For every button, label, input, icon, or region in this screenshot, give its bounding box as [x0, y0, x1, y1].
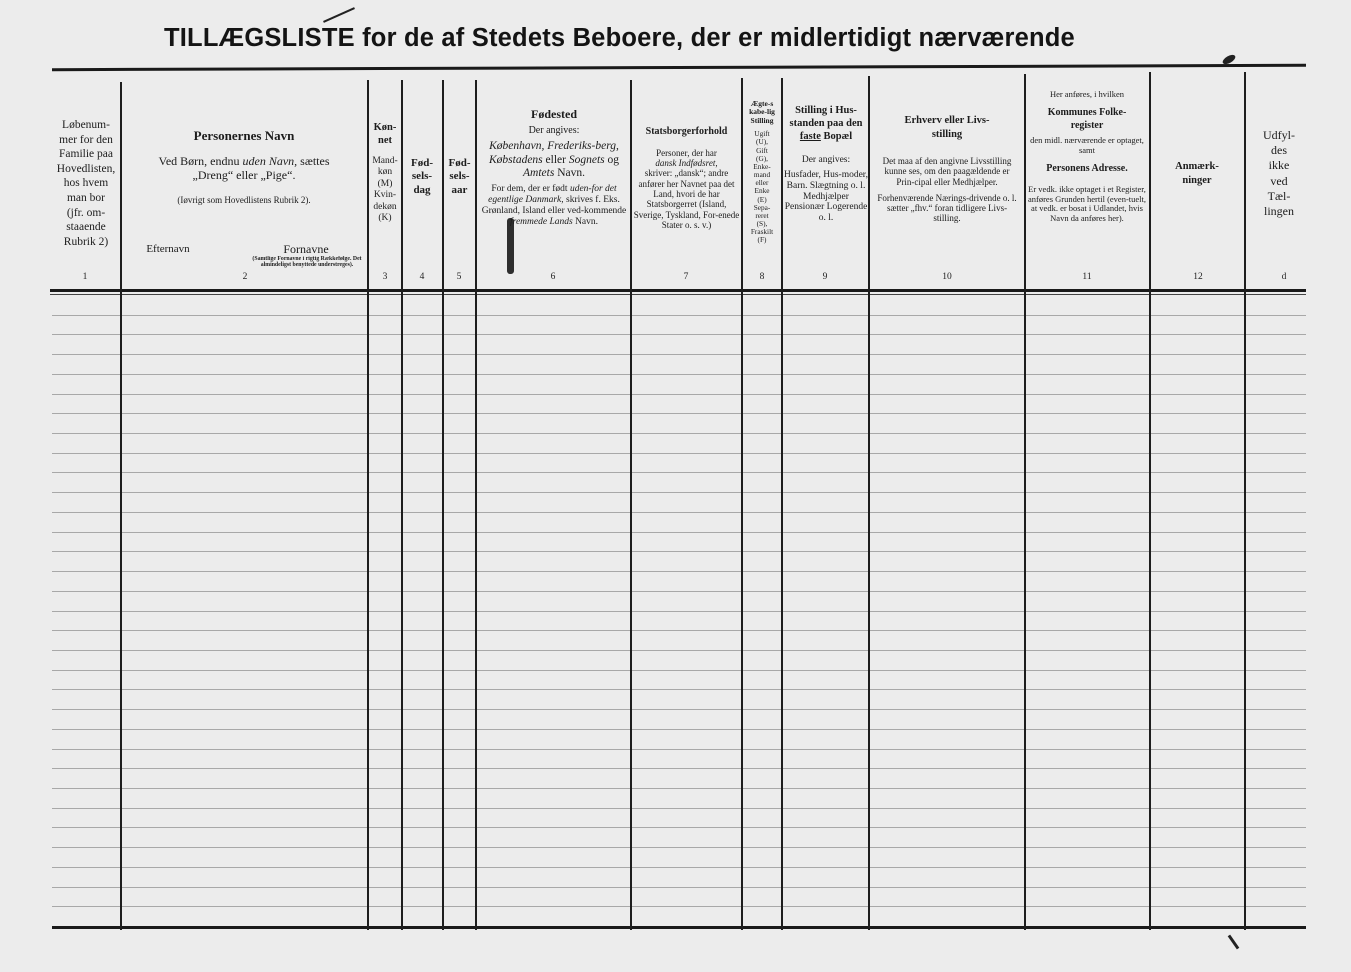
header-text-part: Ved Børn, endnu	[158, 153, 240, 168]
table-row-line	[52, 709, 1306, 710]
pen-mark	[323, 7, 355, 23]
header-text-part: Grønland, Island eller ved-kommende	[481, 205, 627, 216]
column-7-number: 7	[683, 272, 689, 282]
header-text: den midl. nærværende er optaget, samt	[1030, 134, 1144, 155]
column-5-header: Fød-sels-aar	[448, 157, 471, 196]
header-note: (Iøvrigt som Hovedlistens Rubrik 2).	[177, 195, 311, 206]
header-line: Ugift	[754, 129, 770, 139]
header-rule	[50, 289, 1306, 292]
header-line: (S),	[756, 219, 768, 229]
table-row-line	[52, 532, 1306, 533]
table-row-line	[52, 630, 1306, 631]
column-11-header	[1028, 90, 1146, 224]
table-row-line	[52, 354, 1306, 355]
column-divider	[120, 82, 122, 930]
header-heading: Fødested	[531, 108, 577, 121]
first-names-subheader: Fornavne	[283, 242, 329, 256]
header-rule-second	[50, 294, 1306, 295]
header-text: Personer, der har	[656, 147, 717, 158]
column-2-number: 2	[242, 272, 248, 282]
corner-mark	[1228, 935, 1240, 950]
column-10-header	[876, 114, 1018, 223]
header-line: eller	[755, 178, 769, 188]
table-row-line	[52, 749, 1306, 750]
header-line: Kvin-	[373, 190, 397, 201]
header-heading: Personens Adresse.	[1046, 163, 1128, 175]
table-row-line	[52, 433, 1306, 434]
column-11-number: 11	[1082, 272, 1092, 282]
first-names-note: (Samtlige Fornavne i rigtig Rækkefølge. Det almindeligst benyttede understreges).	[252, 256, 362, 269]
column-divider	[781, 78, 783, 930]
header-text-part: Navn.	[557, 166, 585, 179]
header-line: man bor	[66, 191, 105, 204]
header-line: Løbenum-	[62, 119, 110, 131]
column-9-header	[784, 104, 868, 224]
table-row-line	[52, 512, 1306, 513]
header-line: Enke	[754, 186, 770, 196]
header-line: (E)	[757, 194, 767, 204]
table-row-line	[52, 827, 1306, 828]
table-row-line	[52, 650, 1306, 651]
header-text-part: sættes	[300, 153, 330, 168]
header-heading-underlined: faste	[799, 131, 821, 143]
table-row-line	[52, 413, 1306, 414]
column-10-number: 10	[942, 272, 952, 282]
table-row-line	[52, 887, 1306, 888]
header-text: Er vedk. ikke optaget i et Register, anføres Grunden hertil (even-tuelt, at vedk. er bosat i Udlandet, hvis Navn da anføres her).	[1028, 183, 1146, 224]
header-line: ved	[1270, 173, 1288, 188]
header-text: skriver: „dansk“; andre anfører her Navnet paa det Land, hvori de har Statsborgerret (Island, Sverige, Tyskland, For-enede Stater o. s. v.)	[633, 168, 740, 230]
table-row-line	[52, 315, 1306, 316]
table-row-line	[52, 670, 1306, 671]
table-row-line	[52, 591, 1306, 592]
column-12-header: Anmærk-ninger	[1175, 161, 1219, 187]
column-divider	[475, 80, 477, 930]
table-row-line	[52, 571, 1306, 572]
header-line: lingen	[1264, 204, 1294, 219]
form-title: TILLÆGSLISTE for de af Stedets Beboere, der er midlertidigt nærværende	[164, 24, 1075, 52]
table-row-line	[52, 394, 1306, 395]
header-line: Familie paa	[59, 148, 113, 161]
header-heading-part: Stilling i Hus-standen paa den	[789, 105, 863, 130]
header-line: (U),	[756, 137, 768, 147]
header-line: ikke	[1268, 158, 1290, 173]
column-8-number: 8	[759, 272, 765, 282]
column-2-header	[124, 128, 364, 206]
table-row-line	[52, 768, 1306, 769]
column-3-header	[369, 122, 401, 225]
header-text-part: skrives f. Eks.	[566, 194, 620, 205]
table-row-line	[52, 492, 1306, 493]
header-text-part: eller	[545, 153, 566, 166]
top-rule	[52, 64, 1306, 71]
header-heading: Statsborgerforhold	[645, 126, 728, 137]
header-text	[480, 140, 628, 180]
header-line: (jfr. om-	[66, 206, 106, 219]
header-line: reret	[755, 210, 769, 220]
header-line: Sepa-	[753, 202, 771, 212]
header-text	[124, 154, 364, 169]
header-line: Gift	[756, 145, 768, 155]
header-text-italic: uden-for det egentlige Danmark,	[488, 183, 617, 205]
header-text: Det maa af den angivne Livsstilling kunne ses, om den paagældende er Prin-cipal eller Medhjælper.	[882, 156, 1012, 187]
table-row-line	[52, 689, 1306, 690]
header-line: dekøn	[373, 201, 397, 212]
header-text-italic: dansk Indfødsret,	[655, 157, 718, 168]
table-row-line	[52, 374, 1306, 375]
header-line: Hovedlisten,	[56, 162, 116, 175]
table-row-line	[52, 906, 1306, 907]
header-text-part: og	[607, 153, 619, 166]
column-5-number: 5	[456, 272, 462, 282]
header-text-italic: København, Frederiks-berg, Købstadens	[488, 140, 619, 166]
header-line: (M)	[377, 178, 393, 189]
table-row-line	[52, 729, 1306, 730]
header-text	[480, 184, 628, 228]
column-8-header	[743, 100, 781, 245]
header-text-italic: fremmede Lands	[509, 216, 573, 227]
header-heading: Erhverv eller Livs-stilling	[904, 115, 990, 141]
column-6-number: 6	[550, 272, 556, 282]
column-divider	[401, 80, 403, 930]
column-4-number: 4	[419, 272, 425, 282]
column-3-number: 3	[382, 272, 388, 282]
column-d-number: d	[1281, 272, 1287, 282]
table-row-line	[52, 867, 1306, 868]
table-row-line	[52, 788, 1306, 789]
header-line: (F)	[757, 235, 767, 245]
surname-subheader: Efternavn	[146, 243, 190, 255]
column-divider	[630, 80, 632, 930]
header-line: køn	[377, 167, 393, 178]
header-line: Udfyl-	[1263, 128, 1295, 142]
column-6-header	[480, 108, 628, 228]
header-text-part: For dem, der er født	[491, 183, 568, 194]
header-line: Tæl-	[1267, 188, 1291, 203]
header-text-italic: uden Navn,	[242, 153, 298, 168]
column-divider	[868, 76, 870, 930]
table-row-line	[52, 808, 1306, 809]
column-7-header	[633, 126, 740, 230]
header-line: (K)	[378, 213, 392, 224]
header-line: des	[1271, 143, 1287, 158]
table-row-line	[52, 334, 1306, 335]
header-heading: Ægte-skabe-lig Stilling	[749, 100, 775, 125]
header-line: mer for den	[59, 133, 113, 146]
header-line: hos hvem	[63, 177, 109, 190]
header-text: Husfader, Hus-moder, Barn. Slægtning o. l. Medhjælper Pensionær Logerende o. l.	[784, 170, 868, 224]
header-line: Fraskilt	[750, 227, 774, 237]
header-text: „Dreng“ eller „Pige“.	[192, 168, 296, 183]
column-1-header	[52, 118, 120, 249]
column-divider	[442, 80, 444, 930]
table-row-line	[52, 453, 1306, 454]
header-heading	[784, 104, 868, 143]
table-row-line	[52, 472, 1306, 473]
column-1-number: 1	[82, 272, 88, 282]
header-text-italic: Amtets	[523, 166, 555, 179]
header-text: Forhenværende Nærings-drivende o. l. sætter „fhv.“ foran tidligere Livs-stilling.	[877, 192, 1017, 223]
table-row-line	[52, 551, 1306, 552]
header-pre: Her anføres, i hvilken	[1049, 90, 1125, 99]
header-sub: Der angives:	[528, 124, 580, 136]
column-divider	[1024, 74, 1026, 930]
table-row-line	[52, 847, 1306, 848]
header-heading-part: Bopæl	[823, 131, 853, 143]
column-12-number: 12	[1193, 272, 1203, 282]
column-9-number: 9	[822, 272, 828, 282]
header-text-part: Navn.	[575, 216, 599, 227]
header-heading: Personernes Navn	[193, 128, 295, 143]
header-heading: Kommunes Folke-register	[1047, 106, 1127, 131]
header-line: Mand-	[372, 155, 398, 166]
header-heading: Køn-net	[373, 122, 397, 146]
column-divider	[1149, 72, 1151, 930]
column-d-header	[1248, 128, 1310, 219]
header-line: Enke-	[753, 161, 771, 171]
table-row-line	[52, 611, 1306, 612]
header-line: staaende	[66, 221, 106, 234]
column-4-header: Fød-sels-dag	[411, 157, 433, 196]
bottom-rule	[52, 926, 1306, 929]
header-line: mand	[753, 170, 771, 180]
header-text-italic: Sognets	[568, 153, 605, 166]
column-divider	[1244, 72, 1246, 930]
header-sub: Der angives:	[801, 155, 851, 166]
header-line: (G),	[756, 153, 768, 163]
header-line: Rubrik 2)	[63, 235, 109, 248]
